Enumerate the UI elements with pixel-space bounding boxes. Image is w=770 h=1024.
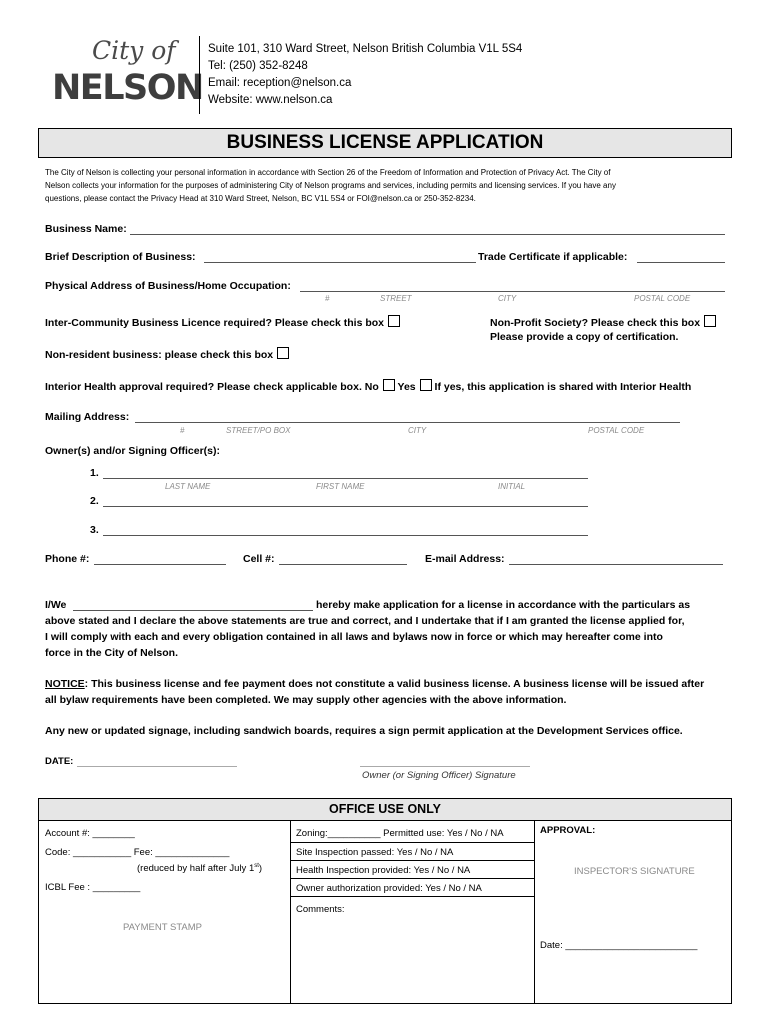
notice-text: : This business license and fee payment does not constitute a valid business license. A business license will be issued after [84, 678, 705, 690]
intercommunity-checkbox[interactable] [388, 315, 400, 327]
brief-description-label: Brief Description of Business: [45, 251, 196, 263]
office-row-line-1 [290, 842, 534, 843]
office-zoning: Zoning:__________ Permitted use: Yes / No / NA [296, 828, 504, 839]
interior-health-yes-label: Yes [397, 381, 416, 393]
owners-label: Owner(s) and/or Signing Officer(s): [45, 445, 221, 457]
office-comments: Comments: [296, 904, 345, 915]
addr-hash-hint: # [325, 294, 330, 303]
interior-health-yes-checkbox[interactable] [420, 379, 432, 391]
notice-label: NOTICE [45, 678, 85, 690]
business-name-label: Business Name: [45, 223, 127, 235]
interior-health-note: If yes, this application is shared with Interior Health [434, 381, 692, 393]
intercommunity-label: Inter-Community Business Licence required? Please check this box [45, 317, 385, 329]
owner-2-number: 2. [90, 495, 99, 507]
declaration-name-field[interactable] [73, 610, 313, 611]
owner-3-field[interactable] [103, 535, 588, 536]
date-field[interactable] [77, 766, 237, 767]
office-site-inspection: Site Inspection passed: Yes / No / NA [296, 847, 454, 858]
nonprofit-copy-note: Please provide a copy of certification. [490, 331, 679, 343]
office-account: Account #: ________ [45, 828, 135, 839]
office-icbl-fee: ICBL Fee : _________ [45, 882, 141, 893]
mailing-address-field[interactable] [135, 422, 680, 423]
header-website: Website: www.nelson.ca [208, 94, 333, 106]
header-divider [199, 36, 200, 114]
header-tel: Tel: (250) 352-8248 [208, 60, 308, 72]
mail-street-hint: STREET/PO BOX [226, 426, 291, 435]
office-inspector-signature: INSPECTOR'S SIGNATURE [574, 866, 695, 877]
cell-label: Cell #: [243, 553, 275, 565]
interior-health-no-checkbox[interactable] [383, 379, 395, 391]
declaration-line-1: hereby make application for a license in accordance with the particulars as [316, 599, 691, 611]
addr-street-hint: STREET [380, 294, 412, 303]
declaration-iwe: I/We [45, 599, 67, 611]
declaration-line-3: I will comply with each and every obligation contained in all laws and bylaws now in force or which may hereafter come into [45, 631, 663, 643]
initial-hint: INITIAL [498, 482, 526, 491]
brief-description-field[interactable] [204, 262, 476, 263]
office-reduced-sup: st [254, 863, 259, 869]
first-name-hint: FIRST NAME [316, 482, 365, 491]
date-label: DATE: [45, 756, 74, 767]
nonresident-row [45, 347, 289, 361]
privacy-line-1: The City of Nelson is collecting your personal information in accordance with Section 26 of the Freedom of Information and Protection of Privacy Act. The City of [45, 168, 611, 177]
logo-nelson: NELSON [52, 68, 203, 108]
trade-certificate-field[interactable] [637, 262, 725, 263]
office-reduced [137, 863, 262, 874]
declaration-line-4: force in the City of Nelson. [45, 647, 179, 659]
addr-postal-hint: POSTAL CODE [634, 294, 691, 303]
interior-health-row [45, 379, 691, 393]
office-date: Date: _________________________ [540, 940, 698, 951]
nonprofit-row [490, 315, 716, 329]
office-use-box [38, 798, 732, 1004]
last-name-hint: LAST NAME [165, 482, 211, 491]
nonresident-checkbox[interactable] [277, 347, 289, 359]
phone-field[interactable] [94, 564, 226, 565]
addr-city-hint: CITY [498, 294, 517, 303]
phone-label: Phone #: [45, 553, 90, 565]
privacy-line-3: questions, please contact the Privacy Head at 310 Ward Street, Nelson, BC V1L 5S4 or FOI@nelson.ca or 250-352-8234. [45, 194, 476, 203]
office-reduced-end: ) [258, 863, 263, 875]
notice-line-1 [45, 678, 704, 690]
nonprofit-label: Non-Profit Society? Please check this box [490, 317, 701, 329]
interior-health-label: Interior Health approval required? Please check applicable box. No [45, 381, 379, 393]
physical-address-field[interactable] [300, 291, 725, 292]
mailing-address-label: Mailing Address: [45, 411, 130, 423]
intercommunity-row [45, 315, 400, 329]
physical-address-label: Physical Address of Business/Home Occupation: [45, 280, 291, 292]
signage-note: Any new or updated signage, including sandwich boards, requires a sign permit application at the Development Services office. [45, 725, 683, 737]
privacy-line-2: Nelson collects your information for the purposes of administering City of Nelson programs and services, including permits and licensing services. If you have any [45, 181, 616, 190]
office-divider-1 [290, 820, 291, 1003]
mail-postal-hint: POSTAL CODE [588, 426, 645, 435]
owner-1-field[interactable] [103, 478, 588, 479]
cell-field[interactable] [279, 564, 407, 565]
email-field[interactable] [509, 564, 723, 565]
business-name-field[interactable] [130, 234, 725, 235]
nonprofit-checkbox[interactable] [704, 315, 716, 327]
mail-city-hint: CITY [408, 426, 427, 435]
email-label: E-mail Address: [425, 553, 505, 565]
owner-3-number: 3. [90, 524, 99, 536]
signature-field[interactable] [360, 766, 530, 767]
header-address: Suite 101, 310 Ward Street, Nelson British Columbia V1L 5S4 [208, 43, 523, 55]
office-row-line-4 [290, 896, 534, 897]
office-row-line-3 [290, 878, 534, 879]
owner-2-field[interactable] [103, 506, 588, 507]
office-divider-2 [534, 820, 535, 1003]
mail-hash-hint: # [180, 426, 185, 435]
owner-signature-label: Owner (or Signing Officer) Signature [362, 770, 516, 781]
header-email: Email: reception@nelson.ca [208, 77, 352, 89]
owner-1-number: 1. [90, 467, 99, 479]
office-reduced-text: (reduced by half after July 1 [137, 863, 255, 875]
trade-certificate-label: Trade Certificate if applicable: [478, 251, 628, 263]
office-code-fee: Code: ___________ Fee: ______________ [45, 847, 230, 858]
logo-city-of: City of [92, 36, 176, 65]
declaration-line-2: above stated and I declare the above statements are true and correct, and I undertake that if I am granted the license applied for, [45, 615, 685, 627]
page-title: BUSINESS LICENSE APPLICATION [38, 128, 732, 158]
office-approval: APPROVAL: [540, 825, 596, 836]
office-owner-authorization: Owner authorization provided: Yes / No / NA [296, 883, 482, 894]
notice-line-2: all bylaw requirements have been completed. We may supply other agencies with the above information. [45, 694, 567, 706]
office-health-inspection: Health Inspection provided: Yes / No / NA [296, 865, 471, 876]
nonresident-label: Non-resident business: please check this box [45, 349, 274, 361]
office-use-heading: OFFICE USE ONLY [39, 799, 731, 821]
office-row-line-2 [290, 860, 534, 861]
office-payment-stamp: PAYMENT STAMP [123, 922, 203, 933]
